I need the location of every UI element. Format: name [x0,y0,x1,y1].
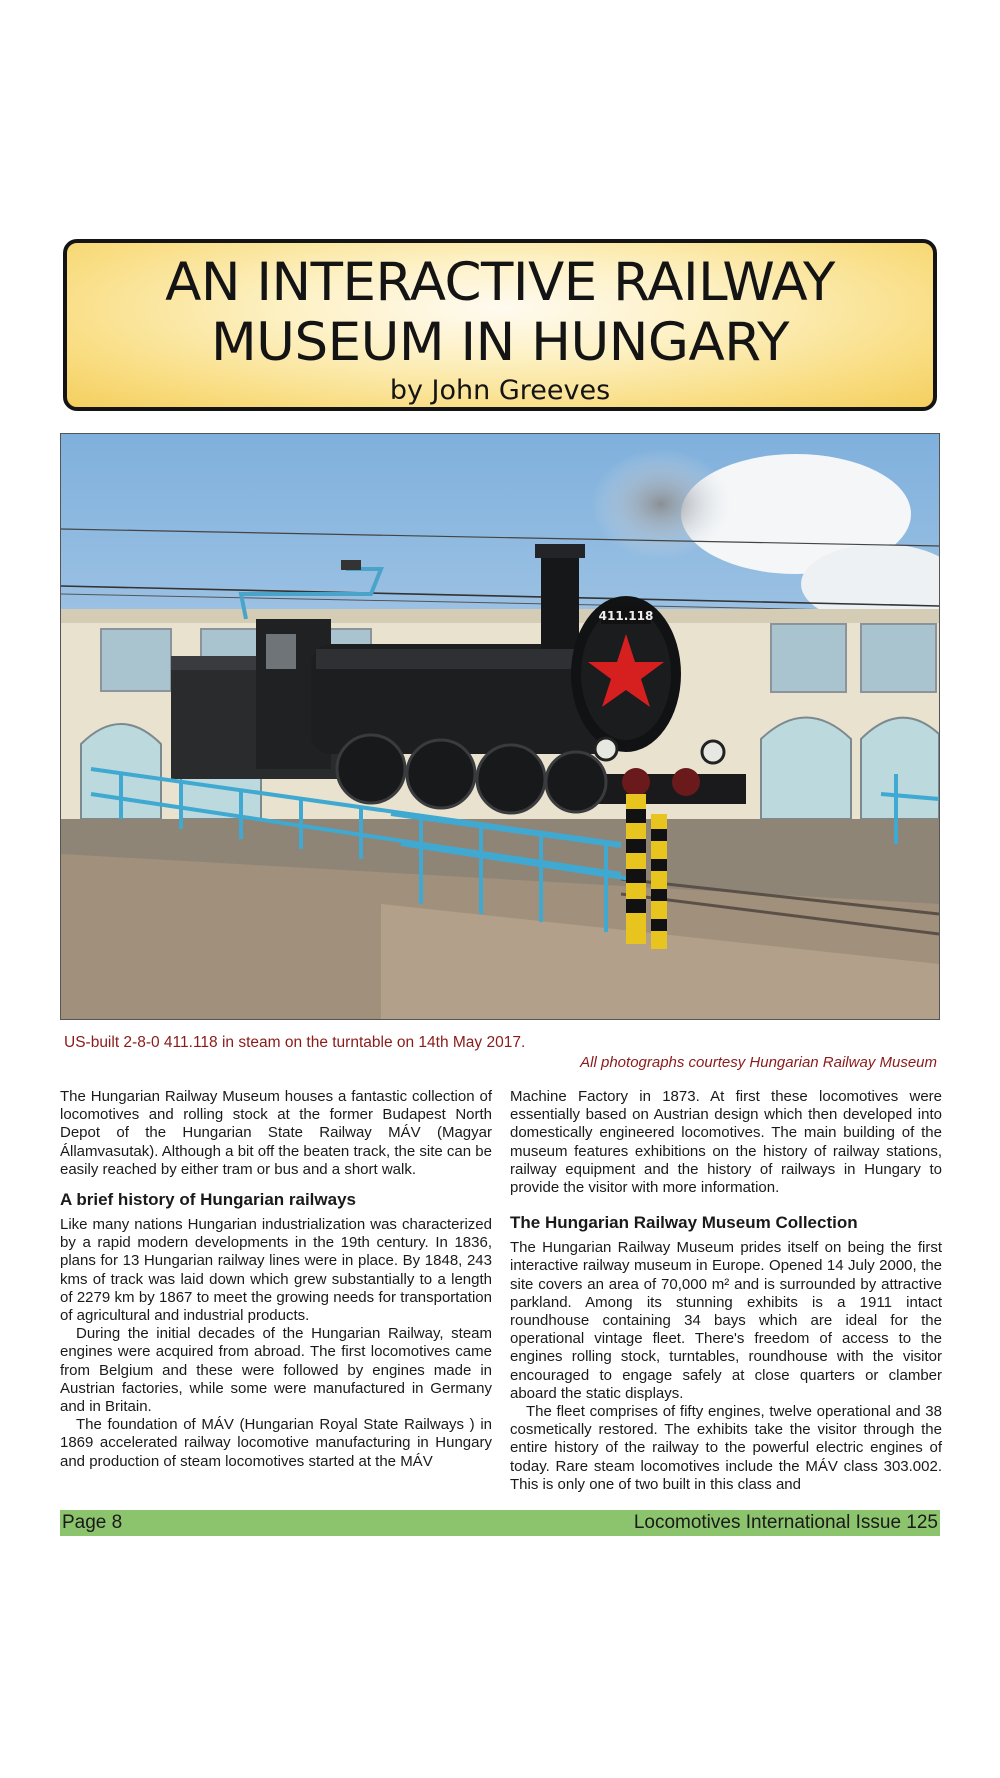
byline: by John Greeves [389,375,611,406]
collection-paragraph-1: The Hungarian Railway Museum prides itself on being the first interactive railway museum in Europe. Opened 14 July 2000, the site covers an area of 70,000 m² and is surrounded by attractive parkland. Among its stunning exhibits is a 1911 intact roundhouse containing 34 bays which are ideal for the operational vintage fleet. There's freedom of access to the engines rolling stock, turntables, roundhouse with the visitor encouraged to engage safely at close quarters or clamber aboard the static displays. [510,1239,942,1402]
photo-caption: US-built 2-8-0 411.118 in steam on the turntable on 14th May 2017. [64,1034,526,1051]
page-number: Page 8 [62,1512,123,1533]
history-paragraph-1: Like many nations Hungarian industrialization was characterized by a rapid modern developments in the 19th century. In 1836, plans for 13 Hungarian railway lines were in place. By 1848, 243 kms of track was laid down which grew substantially to a length of 2279 km by 1867 to meet the growing needs for transportation of agricultural and industrial products. [60,1216,492,1325]
intro-paragraph: The Hungarian Railway Museum houses a fantastic collection of locomotives and rolling stock at the former Budapest North Depot of the Hungarian State Railway MÁV (Magyar Államvasutak). Although a bit off the beaten track, the site can be easily reached by either tram or bus and a short walk. [60,1088,492,1178]
article-column-left [60,1088,492,1471]
title-line-2: MUSEUM IN HUNGARY [210,312,790,373]
collection-heading: The Hungarian Railway Museum Collection [510,1213,858,1233]
page-footer [60,1510,940,1536]
title-line-1: AN INTERACTIVE RAILWAY [165,252,835,313]
history-heading: A brief history of Hungarian railways [60,1190,356,1210]
photo-credit: All photographs courtesy Hungarian Railway Museum [580,1054,937,1071]
locomotive-photo [60,433,940,1020]
title-box [63,239,937,411]
article-column-right [510,1088,942,1494]
magazine-issue: Locomotives International Issue 125 [633,1512,938,1533]
history-paragraph-3: The foundation of MÁV (Hungarian Royal State Railways ) in 1869 accelerated railway locomotive manufacturing in Hungary and production of steam locomotives started at the MÁV [60,1416,492,1470]
collection-paragraph-2: The fleet comprises of fifty engines, twelve operational and 38 cosmetically restored. The exhibits take the visitor through the entire history of the railway to the powerful electric engines of today. Rare steam locomotives include the MÁV class 303.002. This is only one of two built in this class and [510,1403,942,1493]
history-paragraph-3-continued: Machine Factory in 1873. At first these locomotives were essentially based on Austrian design which then developed into domestically engineered locomotives. The main building of the museum features exhibitions on the history of railway stations, railway equipment and the history of railways in Hungary to provide the visitor with more information. [510,1088,942,1197]
number-plate-text: 411.118 [598,609,654,623]
history-paragraph-2: During the initial decades of the Hungarian Railway, steam engines were acquired from abroad. The first locomotives came from Belgium and these were followed by engines made in Austrian factories, while some were manufactured in Germany and in Britain. [60,1325,492,1416]
